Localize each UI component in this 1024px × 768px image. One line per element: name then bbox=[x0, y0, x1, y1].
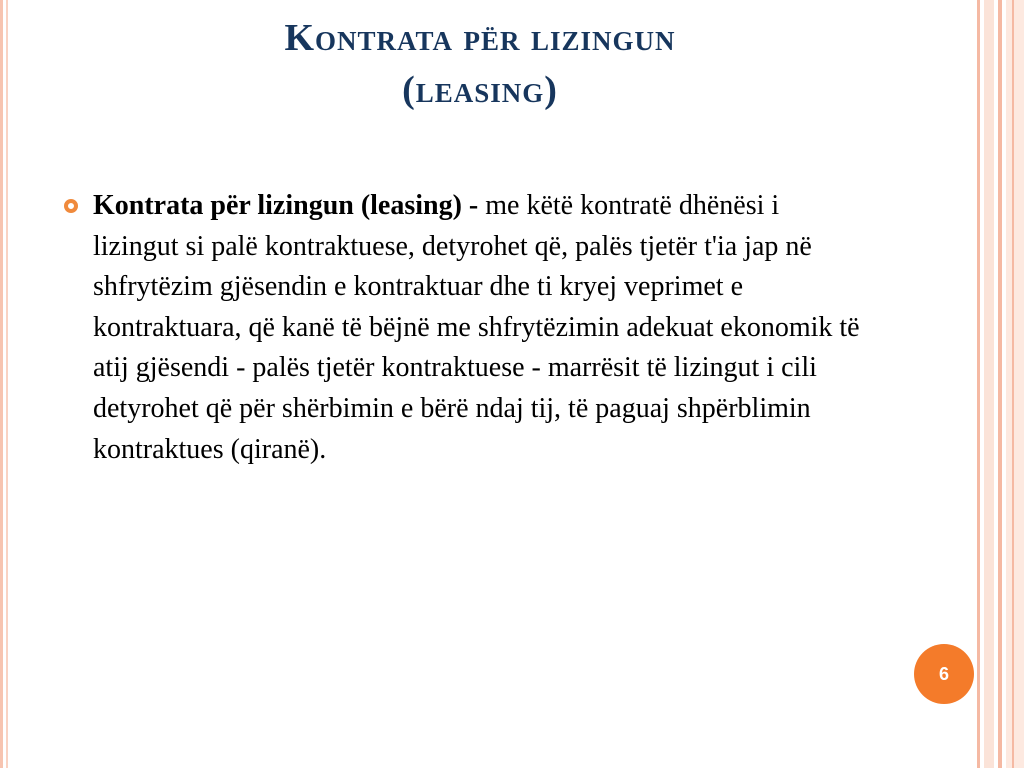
right-border-band-inner bbox=[984, 0, 994, 768]
bullet-item bbox=[64, 186, 864, 470]
page-number-badge bbox=[914, 644, 974, 704]
slide-title-line1: Kontrata për lizingun bbox=[284, 17, 676, 59]
bullet-paragraph bbox=[93, 186, 863, 470]
slide-title bbox=[130, 12, 830, 116]
left-border-stripe-inner bbox=[6, 0, 8, 768]
right-border-stripe bbox=[977, 0, 980, 768]
bullet-body-text: me këtë kontratë dhënësi i lizingut si palë kontraktuese, detyrohet që, palës tjetër t'ia jap në shfrytëzim gjësendin e kontraktuar dhe ti kryej veprimet e kontraktuara, që kanë të bëjnë me shfrytëzimin adekuat ekonomik të atij gjësendi - palës tjetër kontraktuese - marrësit të lizingut i cili detyrohet që për shërbimin e bërë ndaj tij, të paguaj shpërblimin kontraktues (qiranë). bbox=[93, 190, 860, 465]
right-border-stripe-3 bbox=[1012, 0, 1014, 768]
bullet-lead-text: Kontrata për lizingun (leasing) - bbox=[93, 190, 479, 221]
slide-body bbox=[64, 186, 864, 470]
bullet-ring-icon bbox=[64, 199, 78, 213]
page-number: 6 bbox=[938, 663, 949, 684]
slide-title-line2: (leasing) bbox=[402, 69, 558, 111]
left-border-stripe bbox=[0, 0, 3, 768]
right-border-stripe-2 bbox=[998, 0, 1002, 768]
right-border-band bbox=[1006, 0, 1024, 768]
